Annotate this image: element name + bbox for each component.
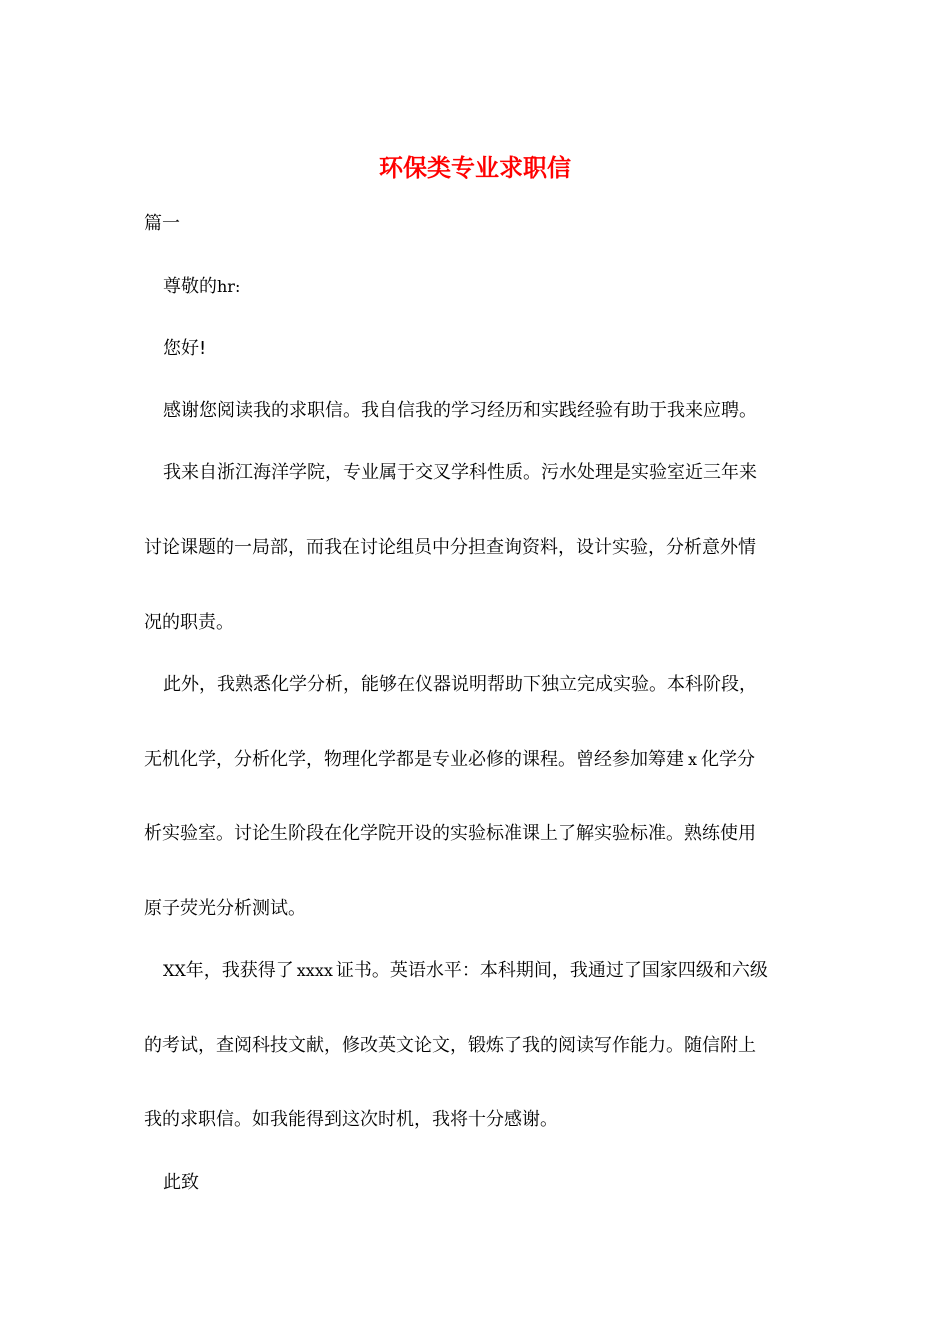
paragraph-4-line-3: 我的求职信。如我能得到这次时机，我将十分感谢。: [144, 1109, 558, 1130]
paragraph-1-line-1: 感谢您阅读我的求职信。我自信我的学习经历和实践经验有助于我来应聘。: [163, 400, 757, 421]
paragraph-3-line-2-text-b: 化学分: [701, 749, 756, 770]
salutation: [163, 273, 240, 301]
paragraph-3-line-2-text-a: 无机化学，分析化学，物理化学都是专业必修的课程。曾经参加筹建: [144, 749, 684, 770]
section-label: 篇一: [144, 213, 180, 234]
paragraph-2-line-2: 讨论课题的一局部，而我在讨论组员中分担查询资料，设计实验，分析意外情: [144, 537, 756, 558]
paragraph-3-line-2-x: x: [688, 750, 698, 769]
salutation-hr: hr:: [217, 277, 241, 296]
paragraph-4-line-1-text-a: 年，我获得了: [185, 960, 294, 981]
paragraph-3-line-4: 原子荧光分析测试。: [144, 898, 306, 919]
paragraph-3-line-1: 此外，我熟悉化学分析，能够在仪器说明帮助下独立完成实验。本科阶段，: [163, 674, 757, 695]
paragraph-4-line-1-text-b: 证书。英语水平：本科期间，我通过了国家四级和六级: [335, 960, 768, 981]
paragraph-3-line-2: [144, 746, 755, 774]
paragraph-2-line-3: 况的职责。: [144, 612, 234, 633]
paragraph-4-line-2: 的考试，查阅科技文献，修改英文论文，锻炼了我的阅读写作能力。随信附上: [144, 1035, 756, 1056]
paragraph-4-cert-xxxx: xxxx: [296, 961, 333, 980]
paragraph-4-year-xx: XX: [163, 961, 186, 980]
document-title: 环保类专业求职信: [379, 154, 571, 182]
paragraph-3-line-3: 析实验室。讨论生阶段在化学院开设的实验标准课上了解实验标准。熟练使用: [144, 823, 756, 844]
salutation-text: 尊敬的: [163, 276, 217, 297]
paragraph-4-line-1: [163, 957, 768, 985]
paragraph-2-line-1: 我来自浙江海洋学院，专业属于交叉学科性质。污水处理是实验室近三年来: [163, 462, 757, 483]
greeting: 您好!: [163, 338, 207, 359]
closing: 此致: [163, 1172, 199, 1193]
